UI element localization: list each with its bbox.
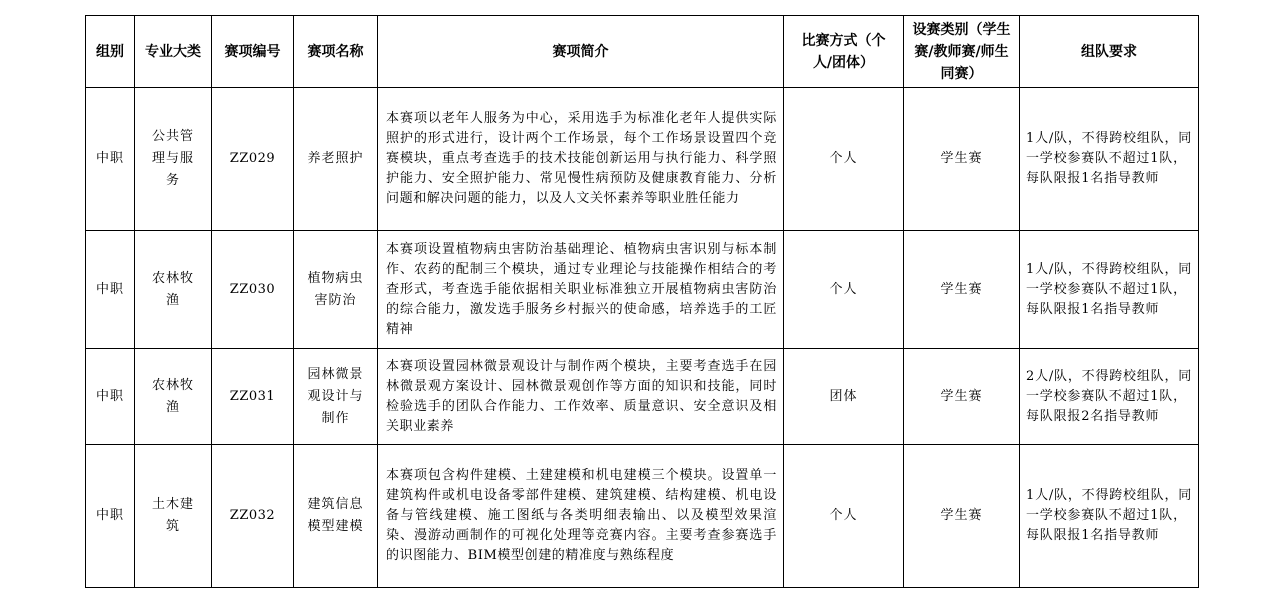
cell-category: 农林牧渔 bbox=[135, 349, 212, 445]
cell-intro: 本赛项以老年人服务为中心，采用选手为标准化老年人提供实际照护的形式进行，设计两个工作场景，每个工作场景设置四个竞赛模块，重点考查选手的技术技能创新运用与执行能力、科学照护能力、安全照护能力、常见慢性病预防及健康教育能力、分析问题和解决问题的能力，以及人文关怀素养等职业胜任能力 bbox=[378, 88, 784, 231]
cell-group: 中职 bbox=[86, 231, 135, 349]
cell-type: 学生赛 bbox=[904, 445, 1020, 588]
cell-type: 学生赛 bbox=[904, 88, 1020, 231]
cell-group: 中职 bbox=[86, 88, 135, 231]
cell-team: 1人/队，不得跨校组队，同一学校参赛队不超过1队，每队限报1名指导教师 bbox=[1020, 88, 1199, 231]
cell-type: 学生赛 bbox=[904, 349, 1020, 445]
header-code: 赛项编号 bbox=[212, 16, 294, 88]
cell-name: 植物病虫害防治 bbox=[294, 231, 378, 349]
cell-code: ZZ029 bbox=[212, 88, 294, 231]
cell-name: 养老照护 bbox=[294, 88, 378, 231]
table-row bbox=[86, 445, 1199, 588]
cell-intro: 本赛项包含构件建模、土建建模和机电建模三个模块。设置单一建筑构件或机电设备零部件建模、建筑建模、结构建模、机电设备与管线建模、施工图纸与各类明细表输出、以及模型效果渲染、漫游动画制作的可视化处理等竞赛内容。主要考查参赛选手的识图能力、BIM模型创建的精准度与熟练程度 bbox=[378, 445, 784, 588]
cell-intro: 本赛项设置园林微景观设计与制作两个模块，主要考查选手在园林微景观方案设计、园林微景观创作等方面的知识和技能，同时检验选手的团队合作能力、工作效率、质量意识、安全意识及相关职业素养 bbox=[378, 349, 784, 445]
header-mode: 比赛方式（个人/团体） bbox=[784, 16, 904, 88]
cell-name: 园林微景观设计与制作 bbox=[294, 349, 378, 445]
cell-type: 学生赛 bbox=[904, 231, 1020, 349]
cell-name: 建筑信息模型建模 bbox=[294, 445, 378, 588]
cell-code: ZZ031 bbox=[212, 349, 294, 445]
cell-code: ZZ032 bbox=[212, 445, 294, 588]
cell-group: 中职 bbox=[86, 349, 135, 445]
cell-category: 公共管理与服务 bbox=[135, 88, 212, 231]
competition-table bbox=[85, 15, 1199, 588]
cell-mode: 团体 bbox=[784, 349, 904, 445]
cell-code: ZZ030 bbox=[212, 231, 294, 349]
header-row bbox=[86, 16, 1199, 88]
header-category: 专业大类 bbox=[135, 16, 212, 88]
cell-mode: 个人 bbox=[784, 88, 904, 231]
cell-mode: 个人 bbox=[784, 445, 904, 588]
header-team: 组队要求 bbox=[1020, 16, 1199, 88]
cell-mode: 个人 bbox=[784, 231, 904, 349]
header-name: 赛项名称 bbox=[294, 16, 378, 88]
cell-category: 土木建筑 bbox=[135, 445, 212, 588]
cell-team: 1人/队，不得跨校组队，同一学校参赛队不超过1队，每队限报1名指导教师 bbox=[1020, 231, 1199, 349]
cell-intro: 本赛项设置植物病虫害防治基础理论、植物病虫害识别与标本制作、农药的配制三个模块，通过专业理论与技能操作相结合的考查形式，考查选手能依据相关职业标准独立开展植物病虫害防治的综合能力，激发选手服务乡村振兴的使命感，培养选手的工匠精神 bbox=[378, 231, 784, 349]
table-row bbox=[86, 88, 1199, 231]
table-row bbox=[86, 231, 1199, 349]
header-intro: 赛项简介 bbox=[378, 16, 784, 88]
cell-group: 中职 bbox=[86, 445, 135, 588]
cell-team: 2人/队，不得跨校组队，同一学校参赛队不超过1队，每队限报2名指导教师 bbox=[1020, 349, 1199, 445]
cell-team: 1人/队，不得跨校组队，同一学校参赛队不超过1队，每队限报1名指导教师 bbox=[1020, 445, 1199, 588]
cell-category: 农林牧渔 bbox=[135, 231, 212, 349]
table-row bbox=[86, 349, 1199, 445]
header-group: 组别 bbox=[86, 16, 135, 88]
header-type: 设赛类别（学生赛/教师赛/师生同赛） bbox=[904, 16, 1020, 88]
